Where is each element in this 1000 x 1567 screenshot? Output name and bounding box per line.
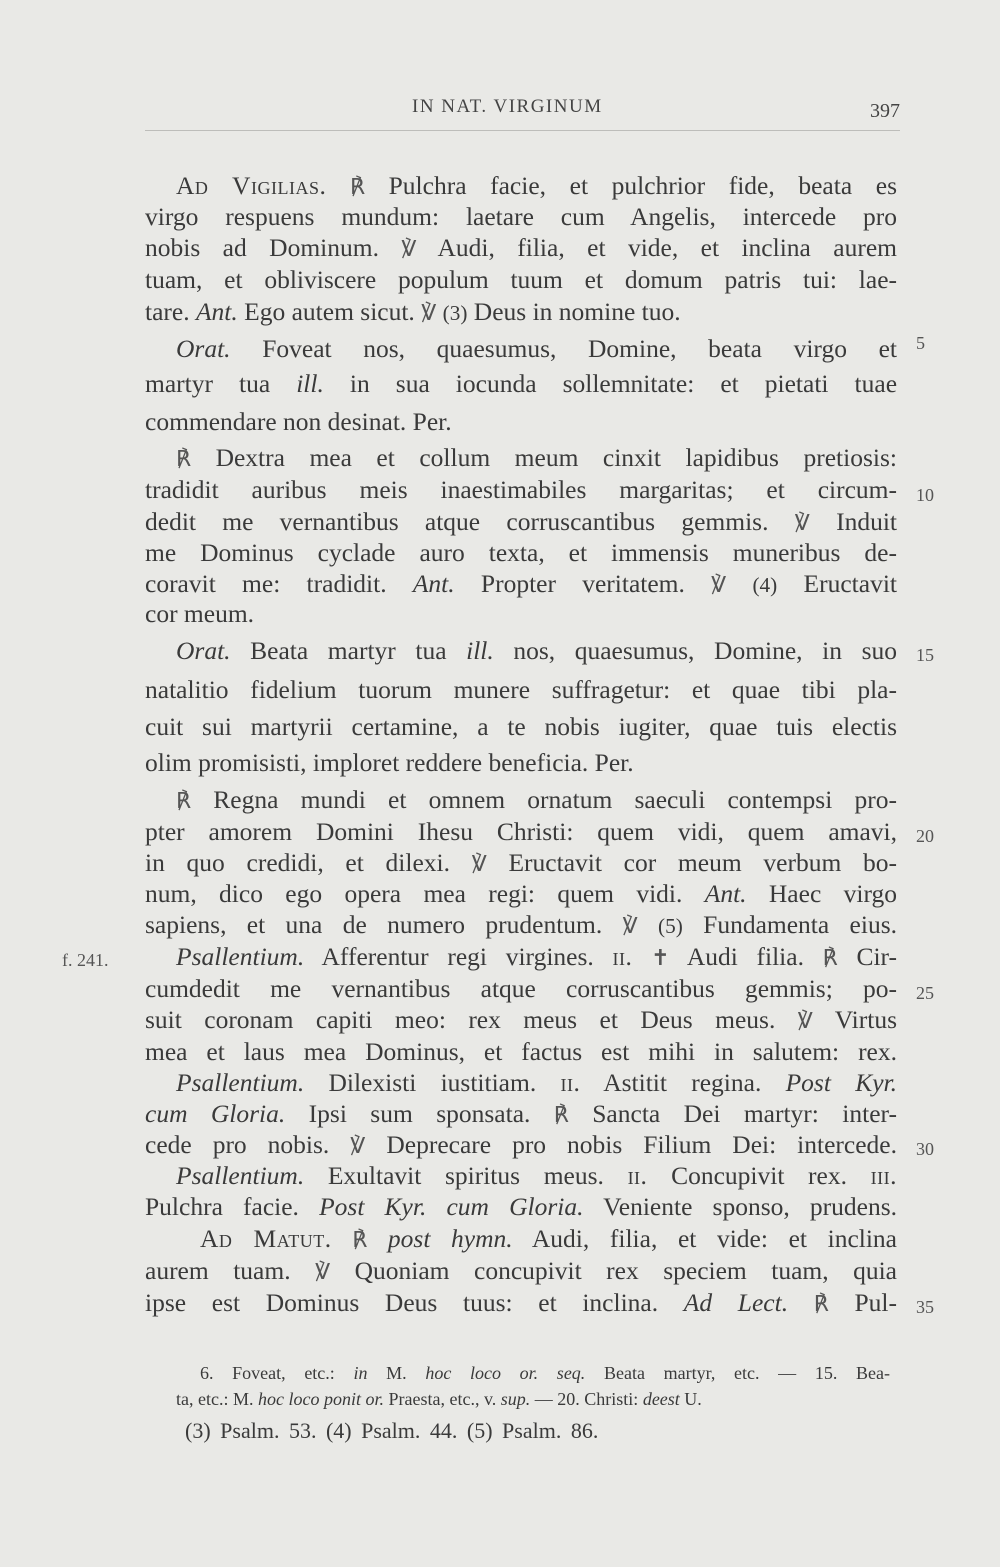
header-rule [145,130,900,131]
text-line: Pulchra facie. Post Kyr. cum Gloria. Veniente sponso, prudens. [145,1192,897,1221]
text-line: sapiens, et una de numero prudentum. ℣ (5) Fundamenta eius. [145,910,898,939]
text-line: tare. Ant. Ego autem sicut. ℣ (3) Deus in nomine tuo. [145,297,681,326]
text-line: num, dico ego opera mea regi: quem vidi. Ant. Haec virgo [145,879,897,908]
text-line: me Dominus cyclade auro texta, et immensis muneribus de- [145,538,897,567]
text-line: ipse est Dominus Deus tuus: et inclina. Ad Lect. ℟ Pul- [145,1288,897,1317]
text-line: commendare non desinat. Per. [145,407,452,436]
text-line: ℟ Dextra mea et collum meum cinxit lapidibus pretiosis: [176,443,897,472]
line-number: 25 [916,983,934,1003]
footnote-line: 6. Foveat, etc.: in M. hoc loco or. seq. Beata martyr, etc. — 15. Bea- [200,1363,890,1383]
text-line: virgo respuens mundum: laetare cum Angelis, intercede pro [145,202,897,231]
line-number: 35 [916,1297,934,1317]
line-number: 5 [916,333,925,353]
text-line: pter amorem Domini Ihesu Christi: quem vidi, quem amavi, [145,817,897,846]
text-line: nobis ad Dominum. ℣ Audi, filia, et vide, et inclina aurem [145,233,897,262]
text-line: dedit me vernantibus atque corruscantibus gemmis. ℣ Induit [145,507,897,536]
text-line: Psallentium. Exultavit spiritus meus. ii. Concupivit rex. iii. [176,1161,897,1190]
line-number: 15 [916,645,934,665]
text-line: mea et laus mea Dominus, et factus est mihi in salutem: rex. [145,1037,897,1066]
text-line: Ad Vigilias. ℟ Pulchra facie, et pulchrior fide, beata es [176,171,897,200]
line-number: 30 [916,1139,934,1159]
text-line: Ad Matut. ℟ post hymn. Audi, filia, et vide: et inclina [200,1224,897,1253]
source-references: (3) Psalm. 53. (4) Psalm. 44. (5) Psalm. 86. [185,1418,599,1443]
text-line: cuit sui martyrii certamine, a te nobis iugiter, quae tuis electis [145,712,897,741]
text-line: ℟ Regna mundi et omnem ornatum saeculi contempsi pro- [176,785,897,814]
text-line: Orat. Foveat nos, quaesumus, Domine, beata virgo et [176,334,897,363]
text-line: martyr tua ill. in sua iocunda sollemnitate: et pietati tuae [145,369,898,398]
text-line: in quo credidi, et dilexi. ℣ Eructavit cor meum verbum bo- [145,848,897,877]
text-line: natalitio fidelium tuorum munere suffragetur: et quae tibi pla- [145,675,897,704]
running-head: IN NAT. VIRGINUM [412,96,603,117]
text-line: aurem tuam. ℣ Quoniam concupivit rex speciem tuam, quia [145,1256,897,1285]
text-line: suit coronam capiti meo: rex meus et Deus meus. ℣ Virtus [145,1005,897,1034]
folio-note: f. 241. [62,950,109,970]
footnote-line: ta, etc.: M. hoc loco ponit or. Praesta, etc., v. sup. — 20. Christi: deest U. [176,1389,702,1409]
line-number: 10 [916,485,934,505]
text-line: Orat. Beata martyr tua ill. nos, quaesumus, Domine, in suo [176,636,897,665]
text-line: cum Gloria. Ipsi sum sponsata. ℟ Sancta Dei martyr: inter- [145,1099,897,1128]
text-line: tradidit auribus meis inaestimabiles margaritas; et circum- [145,475,897,504]
text-line: cede pro nobis. ℣ Deprecare pro nobis Filium Dei: intercede. [145,1130,897,1159]
line-number: 20 [916,826,934,846]
text-line: Psallentium. Afferentur regi virgines. ii. ✝ Audi filia. ℟ Cir- [176,942,898,971]
text-line: cor meum. [145,599,255,628]
text-line: olim promisisti, imploret reddere beneficia. Per. [145,748,634,777]
page-number: 397 [870,100,900,122]
text-line: Psallentium. Dilexisti iustitiam. ii. Astitit regina. Post Kyr. [176,1068,897,1097]
text-line: cumdedit me vernantibus atque corruscantibus gemmis; po- [145,974,897,1003]
text-line: tuam, et obliviscere populum tuum et domum patris tui: lae- [145,265,897,294]
text-line: coravit me: tradidit. Ant. Propter veritatem. ℣ (4) Eructavit [145,569,897,598]
